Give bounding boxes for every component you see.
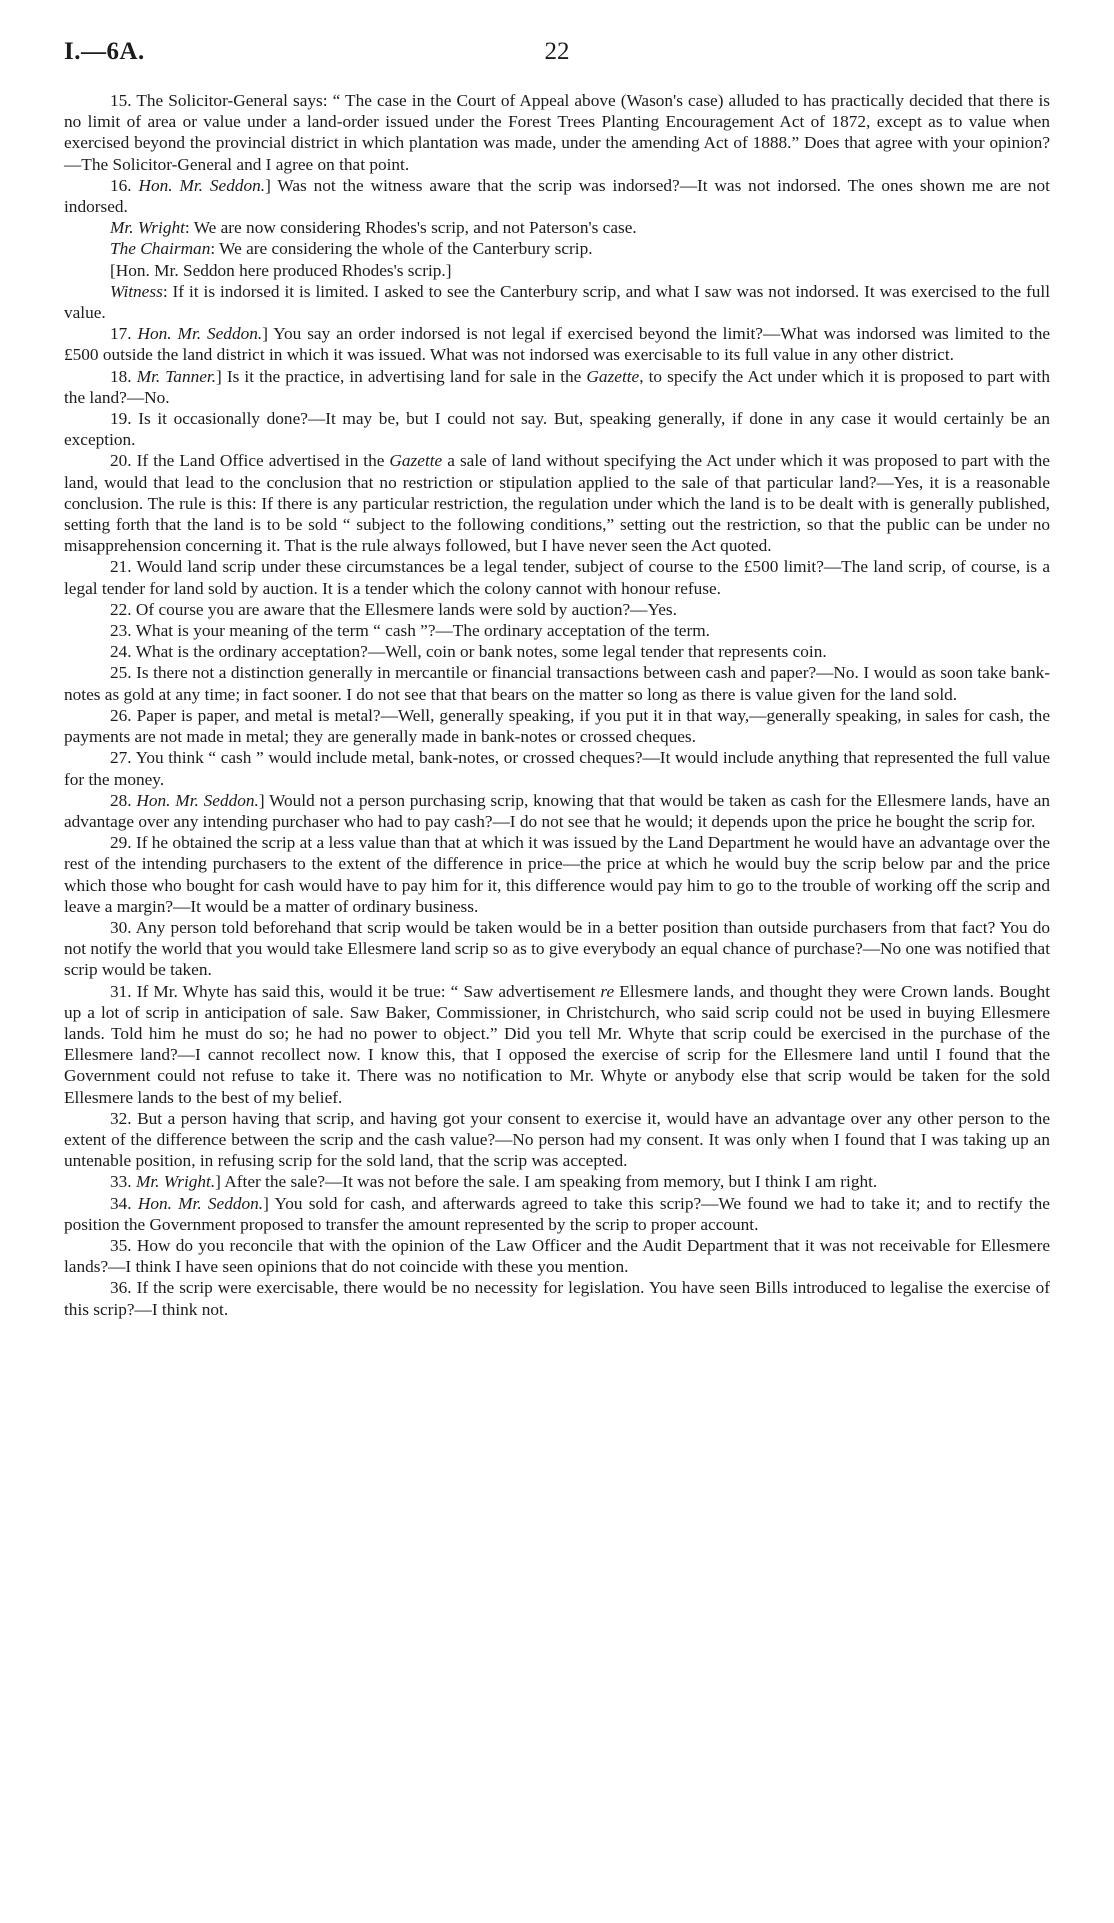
text-segment: ] Would not a person purchasing scrip, knowing that that would be taken as cash for the Ellesmere lands, have an advantage over any intending purchaser who had to pay cash?—I do not see that he would; it depends upon the price he bought the scrip for. (64, 790, 1050, 831)
question-number: 31. (110, 981, 132, 1001)
question-paragraph (64, 175, 1050, 217)
document-body (64, 90, 1050, 1320)
text-segment: How do you reconcile that with the opinion of the Law Officer and the Audit Department that it was not receivable for Ellesmere lands?—I think I have seen opinions that do not coincide with these you mention. (64, 1235, 1050, 1277)
statement-paragraph (64, 260, 1050, 281)
document-code: I.—6A. (64, 38, 145, 65)
text-segment (132, 176, 139, 195)
question-number: 23. (110, 621, 132, 641)
text-segment: But a person having that scrip, and having got your consent to exercise it, would have an advantage over any other person to the extent of the difference between the scrip and the cash value?—No person had my consent. It was only when I found that I was taking up an untenable position, in refusing scrip for the sold land, that the scrip was accepted. (64, 1108, 1050, 1171)
question-number: 30. (110, 917, 132, 937)
question-paragraph (64, 790, 1050, 832)
text-segment: If Mr. Whyte has said this, would it be true: “ Saw advertisement (131, 981, 601, 1001)
text-segment: Ellesmere lands, and thought they were Crown lands. Bought up a lot of scrip in anticipation of sale. Saw Baker, Commissioner, in Christchurch, who said scrip could not be used in buying Ellesmere lands. Told him he must do so; he had no power to object.” Did you tell Mr. Whyte that scrip could be exercised in the purchase of the Ellesmere land?—I cannot recollect now. I know this, that I opposed the exercise of scrip for the Ellesmere land until I found that the Government could not refuse to take it. There was no notification to Mr. Whyte or anybody else that scrip would be taken for the sold Ellesmere lands to the best of my belief. (64, 981, 1050, 1107)
question-number: 28. (110, 790, 132, 810)
question-number: 27. (110, 748, 132, 768)
question-paragraph (64, 1171, 1050, 1192)
italic-text: Gazette (389, 451, 443, 471)
italic-text: The Chairman (110, 239, 211, 259)
question-number: 17. (110, 324, 132, 344)
question-number: 24. (110, 642, 132, 662)
question-number: 25. (110, 663, 132, 683)
text-segment: ] You say an order indorsed is not legal if exercised beyond the limit?—What was indorsed was limited to the £500 outside the land district in which it was issued. What was not indorsed was exercisable to its full value in any other district. (64, 324, 1051, 365)
statement-paragraph (64, 281, 1050, 323)
text-segment: What is your meaning of the term “ cash ”?—The ordinary acceptation of the term. (131, 621, 710, 641)
statement-paragraph (64, 217, 1050, 238)
text-segment: , to specify the Act under which it is proposed to part with the land?—No. (64, 366, 1050, 407)
statement-paragraph (64, 238, 1050, 259)
text-segment: You think “ cash ” would include metal, bank-notes, or crossed cheques?—It would include anything that represented the full value for the money. (64, 748, 1050, 789)
question-paragraph (64, 1235, 1050, 1277)
question-number: 33. (110, 1172, 132, 1192)
italic-text: Mr. Tanner. (136, 366, 217, 386)
text-segment: Any person told beforehand that scrip would be taken would be in a better position than outside purchasers from that fact? You do not notify the world that you would take Ellesmere land scrip so as to give everybody an equal chance of purchase?—No one was notified that scrip would be taken. (64, 917, 1050, 980)
question-number: 21. (110, 557, 132, 577)
question-paragraph (64, 450, 1050, 556)
italic-text: Mr. Wright. (135, 1172, 216, 1192)
question-number: 26. (110, 705, 132, 725)
page-header (64, 38, 1050, 78)
text-segment: If the scrip were exercisable, there would be no necessity for legislation. You have seen Bills introduced to legalise the exercise of this scrip?—I think not. (64, 1278, 1050, 1319)
text-segment: ] Is it the practice, in advertising land for sale in the (216, 366, 587, 386)
text-segment: a sale of land without specifying the Act under which it was proposed to part with the land, would that lead to the conclusion that no restriction or stipulation applied to the sale of that particular land?—Yes, it is a reasonable conclusion. The rule is this: If there is any particular restriction, the regulation under which the land is to be dealt with is generally published, setting forth that the land is to be sold “ subject to the following conditions,” setting out the restriction, so that the public can be under no misapprehension concerning it. That is the rule always followed, but I have never seen the Act quoted. (64, 451, 1050, 556)
question-number: 18. (110, 366, 132, 386)
question-paragraph (64, 620, 1050, 641)
question-paragraph (64, 323, 1050, 365)
text-segment: Paper is paper, and metal is metal?—Well, generally speaking, if you put it in that way,—generally speaking, in sales for cash, the payments are not made in metal; they are generally made in bank-notes or crossed cheques. (64, 705, 1050, 747)
question-number: 34. (110, 1193, 132, 1213)
question-paragraph (64, 366, 1050, 408)
question-number: 29. (110, 833, 132, 853)
question-paragraph (64, 90, 1050, 175)
italic-text: Gazette (586, 366, 640, 386)
text-segment: : If it is indorsed it is limited. I asked to see the Canterbury scrip, and what I saw was not indorsed. It was exercised to the full value. (64, 281, 1050, 323)
question-paragraph (64, 705, 1050, 747)
question-paragraph (64, 1277, 1050, 1319)
question-paragraph (64, 599, 1050, 620)
text-segment: If the Land Office advertised in the (131, 451, 390, 471)
italic-text: Witness (110, 281, 163, 301)
text-segment: ] You sold for cash, and afterwards agreed to take this scrip?—We found we had to take it; and to rectify the position the Government proposed to transfer the amount represented by the scrip to proper account. (64, 1193, 1050, 1234)
question-paragraph (64, 1193, 1050, 1235)
text-segment: : We are considering the whole of the Canterbury scrip. (210, 239, 593, 259)
question-number: 32. (110, 1108, 132, 1128)
question-paragraph (64, 981, 1050, 1108)
question-number: 35. (110, 1235, 132, 1255)
italic-text: Hon. Mr. Seddon. (136, 790, 259, 810)
question-paragraph (64, 556, 1050, 598)
question-paragraph (64, 917, 1050, 981)
question-paragraph (64, 662, 1050, 704)
question-number: 36. (110, 1278, 132, 1298)
text-segment: Is there not a distinction generally in mercantile or financial transactions between cash and paper?—No. I would as soon take bank-notes as gold at any time; in fact sooner. I do not see that that bears on the matter so long as there is value given for the land sold. (64, 663, 1050, 704)
question-number: 19. (110, 409, 132, 429)
text-segment: What is the ordinary acceptation?—Well, coin or bank notes, some legal tender that represents coin. (131, 642, 827, 662)
text-segment: Is it occasionally done?—It may be, but I could not say. But, speaking generally, if done in any case it would certainly be an exception. (64, 409, 1050, 450)
text-segment: Would land scrip under these circumstances be a legal tender, subject of course to the £500 limit?—The land scrip, of course, is a legal tender for land sold by auction. It is a tender which the colony cannot with honour refuse. (64, 557, 1050, 598)
italic-text: Mr. Wright (110, 218, 185, 238)
question-number: 15. (110, 91, 132, 110)
question-paragraph (64, 1108, 1050, 1172)
text-segment: If he obtained the scrip at a less value than that at which it was issued by the Land Department he would have an advantage over the rest of the intending purchasers to the extent of the difference in price—the price at which he would buy the scrip below par and the price which those who bought for cash would have to pay him for it, this difference would pay him to go to the trouble of working off the scrip and leave a margin?—It would be a matter of ordinary business. (64, 833, 1050, 916)
page-number: 22 (544, 38, 570, 65)
italic-text: Hon. Mr. Seddon. (138, 175, 266, 195)
question-paragraph (64, 408, 1050, 450)
text-segment: ] After the sale?—It was not before the sale. I am speaking from memory, but I think I am right. (215, 1172, 878, 1192)
question-number: 20. (110, 451, 132, 471)
text-segment: [Hon. Mr. Seddon here produced Rhodes's scrip.] (110, 260, 452, 280)
question-paragraph (64, 747, 1050, 789)
italic-text: Hon. Mr. Seddon. (137, 324, 263, 344)
italic-text: re (600, 981, 615, 1001)
text-segment: The Solicitor-General says: “ The case in the Court of Appeal above (Wason's case) alluded to has practically decided that there is no limit of area or value under a land-order issued under the Forest Trees Planting Encouragement Act of 1872, except as to value when exercised beyond the provincial district in which plantation was made, under the amending Act of 1888.” Does that agree with your opinion?—The Solicitor-General and I agree on that point. (64, 91, 1050, 174)
question-paragraph (64, 641, 1050, 662)
question-paragraph (64, 832, 1050, 917)
text-segment: ] Was not the witness aware that the scrip was indorsed?—It was not indorsed. The ones shown me are not indorsed. (64, 175, 1050, 217)
italic-text: Hon. Mr. Seddon. (137, 1193, 264, 1213)
text-segment: : We are now considering Rhodes's scrip, and not Paterson's case. (184, 218, 637, 238)
question-number: 22. (110, 599, 132, 619)
text-segment: Of course you are aware that the Ellesmere lands were sold by auction?—Yes. (131, 599, 677, 619)
question-number: 16. (110, 175, 132, 195)
